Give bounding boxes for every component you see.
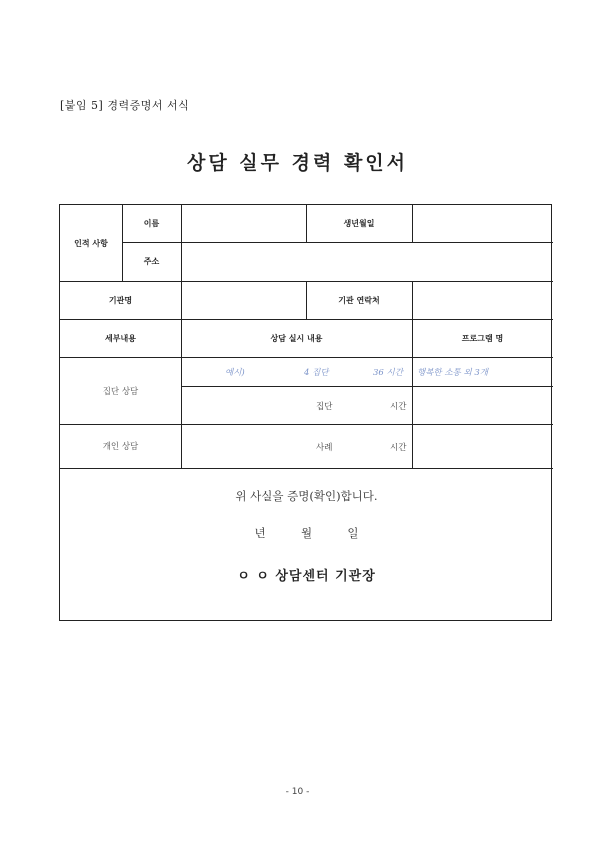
certificate-form — [59, 204, 552, 621]
example-group-count: 4 집단 — [304, 368, 329, 378]
group-unit: 집단 — [316, 402, 333, 412]
hours-unit: 시간 — [390, 402, 407, 412]
page-number: - 10 - — [285, 787, 310, 797]
institution-name-field[interactable] — [182, 281, 306, 319]
institution-contact-field[interactable] — [413, 281, 553, 319]
individual-program-field[interactable] — [413, 425, 553, 468]
month-label: 월 — [300, 526, 313, 540]
address-field[interactable] — [182, 242, 553, 281]
attachment-label: [붙임 5] 경력증명서 서식 — [60, 99, 190, 112]
example-hours: 36 시간 — [373, 368, 403, 378]
case-unit: 사례 — [316, 443, 333, 453]
year-label: 년 — [254, 526, 266, 540]
day-label: 일 — [347, 526, 359, 540]
issuer: ㅇ ㅇ 상담센터 기관장 — [237, 569, 376, 584]
example-prefix: 예시) — [225, 368, 245, 378]
program-name-label: 프로그램 명 — [461, 333, 504, 343]
institution-name-label: 기관명 — [108, 295, 133, 305]
date-line — [60, 525, 553, 541]
personal-info-label: 인적 사항 — [74, 238, 108, 248]
counseling-content-label: 상담 실시 내용 — [270, 333, 323, 343]
detail-label: 세부내용 — [105, 333, 136, 343]
birthdate-field[interactable] — [413, 205, 553, 242]
group-counseling-label: 집단 상담 — [102, 386, 139, 397]
example-program: 행복한 소통 외 3개 — [417, 368, 488, 378]
name-label: 이름 — [143, 219, 160, 228]
birthdate-label: 생년월일 — [343, 219, 375, 228]
hours-unit-individual: 시간 — [390, 443, 407, 453]
individual-counseling-label: 개인 상담 — [102, 442, 139, 452]
document-title: 상담 실무 경력 확인서 — [186, 152, 409, 174]
row-divider — [60, 468, 553, 469]
group-program-field[interactable] — [413, 387, 553, 424]
statement: 위 사실을 증명(확인)합니다. — [235, 489, 378, 503]
institution-contact-label: 기관 연락처 — [338, 295, 380, 305]
address-label: 주소 — [143, 257, 160, 266]
name-field[interactable] — [182, 205, 306, 242]
